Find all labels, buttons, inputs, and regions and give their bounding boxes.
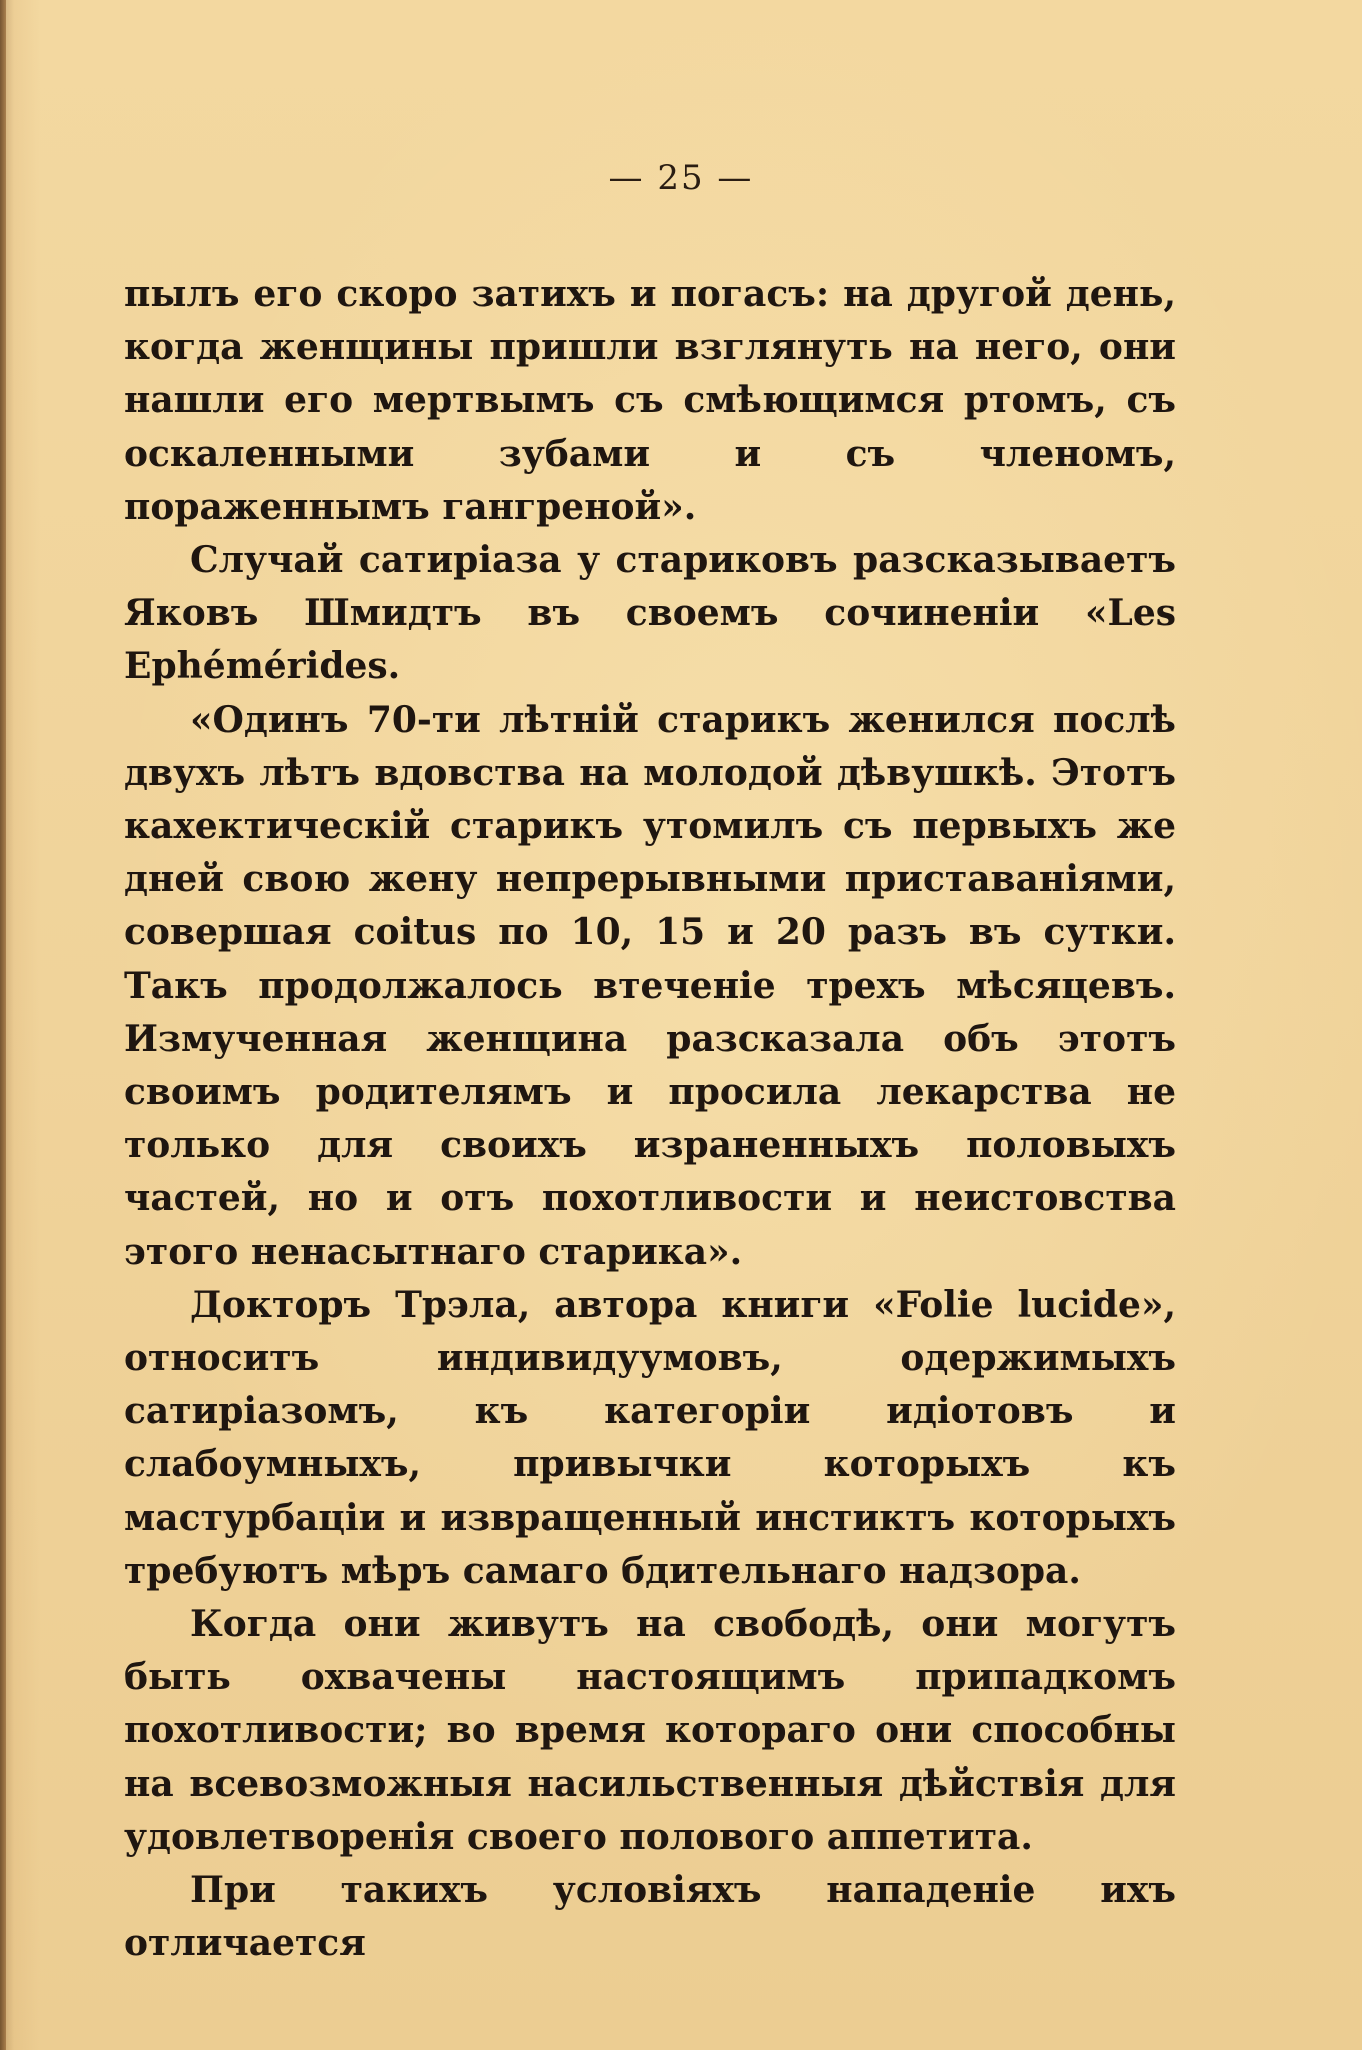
paragraph: Докторъ Трэла, автора книги «Folie lucide», относитъ индивидуумовъ, одержимыхъ сатиріазомъ, къ категоріи идіотовъ и слабоумныхъ, привычки которыхъ къ мастурбаціи и извращенный инстиктъ которыхъ требуютъ мѣръ самаго бдительнаго надзора. bbox=[124, 1283, 1176, 1592]
page-number: — 25 — bbox=[608, 158, 754, 198]
binding-edge bbox=[0, 0, 6, 2050]
body-text bbox=[124, 268, 1176, 1971]
paragraph-continuation: пылъ его скоро затихъ и погасъ: на другой день, когда женщины пришли взглянуть на него, они нашли его мертвымъ съ смѣющимся ртомъ, съ оскаленными зубами и съ членомъ, пораженнымъ гангреной». bbox=[124, 273, 1176, 528]
paragraph: «Одинъ 70-ти лѣтній старикъ женился послѣ двухъ лѣтъ вдовства на молодой дѣвушкѣ. Этотъ кахектическій старикъ утомилъ съ первыхъ же дней свою жену непрерывными приставаніями, совершая coitus по 10, 15 и 20 разъ въ сутки. Такъ продолжалось втеченіе трехъ мѣсяцевъ. Измученная женщина разсказала объ этотъ своимъ родителямъ и просила лекарства не только для своихъ израненныхъ половыхъ частей, но и отъ похотливости и неистовства этого ненасытнаго старика». bbox=[124, 698, 1176, 1273]
paragraph: При такихъ условіяхъ нападеніе ихъ отличается bbox=[124, 1869, 1176, 1965]
paragraph: Когда они живутъ на свободѣ, они могутъ быть охвачены настоящимъ припадкомъ похотливости; во время котораго они способны на всевозможныя насильственныя дѣйствія для удовлетворенія своего полового аппетита. bbox=[124, 1603, 1176, 1858]
paragraph: Случай сатиріаза у стариковъ разсказываетъ Яковъ Шмидтъ въ своемъ сочиненіи «Les Ephémérides. bbox=[124, 539, 1176, 688]
